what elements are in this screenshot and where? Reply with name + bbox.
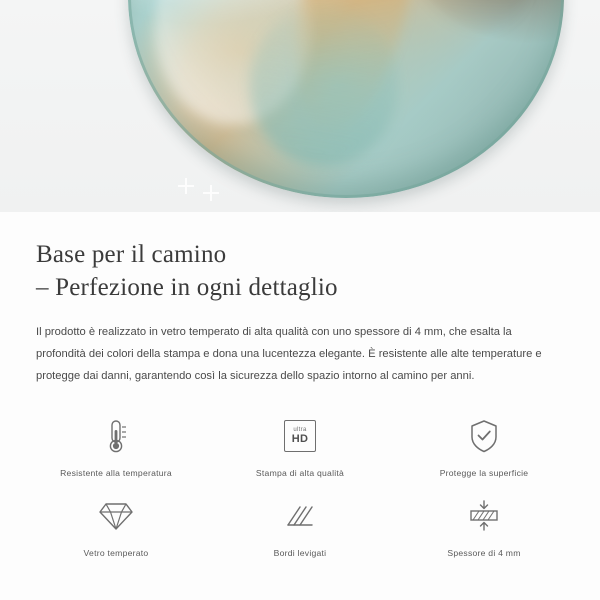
- ultra-hd-icon: [284, 414, 316, 458]
- feature-grid: [0, 414, 600, 558]
- polished-edges-icon: [282, 494, 318, 538]
- page-title: [36, 238, 564, 305]
- description-text: Il prodotto è realizzato in vetro temperato di alta qualità con uno spessore di 4 mm, che esalta la profondità dei colori della stampa e dona una lucentezza elegante. È resistente alle alte temperature e protegge dai danni, garantendo così la sicurezza dello spazio intorno al camino per anni.: [36, 325, 542, 383]
- sparkle-icon: [178, 178, 194, 194]
- ultra-hd-badge-bottom: HD: [291, 432, 309, 445]
- marble-streak: [154, 0, 311, 125]
- feature-item-temperature: [24, 414, 208, 478]
- title-line-2: – Perfezione in ogni dettaglio: [36, 274, 338, 302]
- feature-item-print-quality: [208, 414, 392, 478]
- feature-label: Stampa di alta qualità: [255, 467, 345, 478]
- feature-label: Protegge la superficie: [439, 467, 529, 478]
- feature-label: Bordi levigati: [273, 547, 327, 558]
- hero-image: [0, 0, 600, 212]
- marble-streak: [276, 0, 434, 141]
- feature-item-tempered-glass: [24, 494, 208, 558]
- feature-label: Vetro temperato: [83, 547, 149, 558]
- marble-streak: [250, 4, 398, 166]
- feature-item-surface-protection: [392, 414, 576, 478]
- sparkle-icon: [206, 188, 216, 198]
- shield-check-icon: [467, 414, 501, 458]
- feature-label: Spessore di 4 mm: [447, 547, 521, 558]
- marble-streak: [369, 0, 558, 51]
- thermometer-icon: [99, 414, 133, 458]
- ultra-hd-badge-top: ultra: [293, 426, 307, 433]
- feature-item-polished-edges: [208, 494, 392, 558]
- content-block: [0, 212, 600, 388]
- thickness-icon: [465, 494, 503, 538]
- feature-label: Resistente alla temperatura: [60, 467, 172, 478]
- title-line-1: Base per il camino: [36, 241, 227, 268]
- feature-item-thickness: [392, 494, 576, 558]
- diamond-icon: [98, 494, 134, 538]
